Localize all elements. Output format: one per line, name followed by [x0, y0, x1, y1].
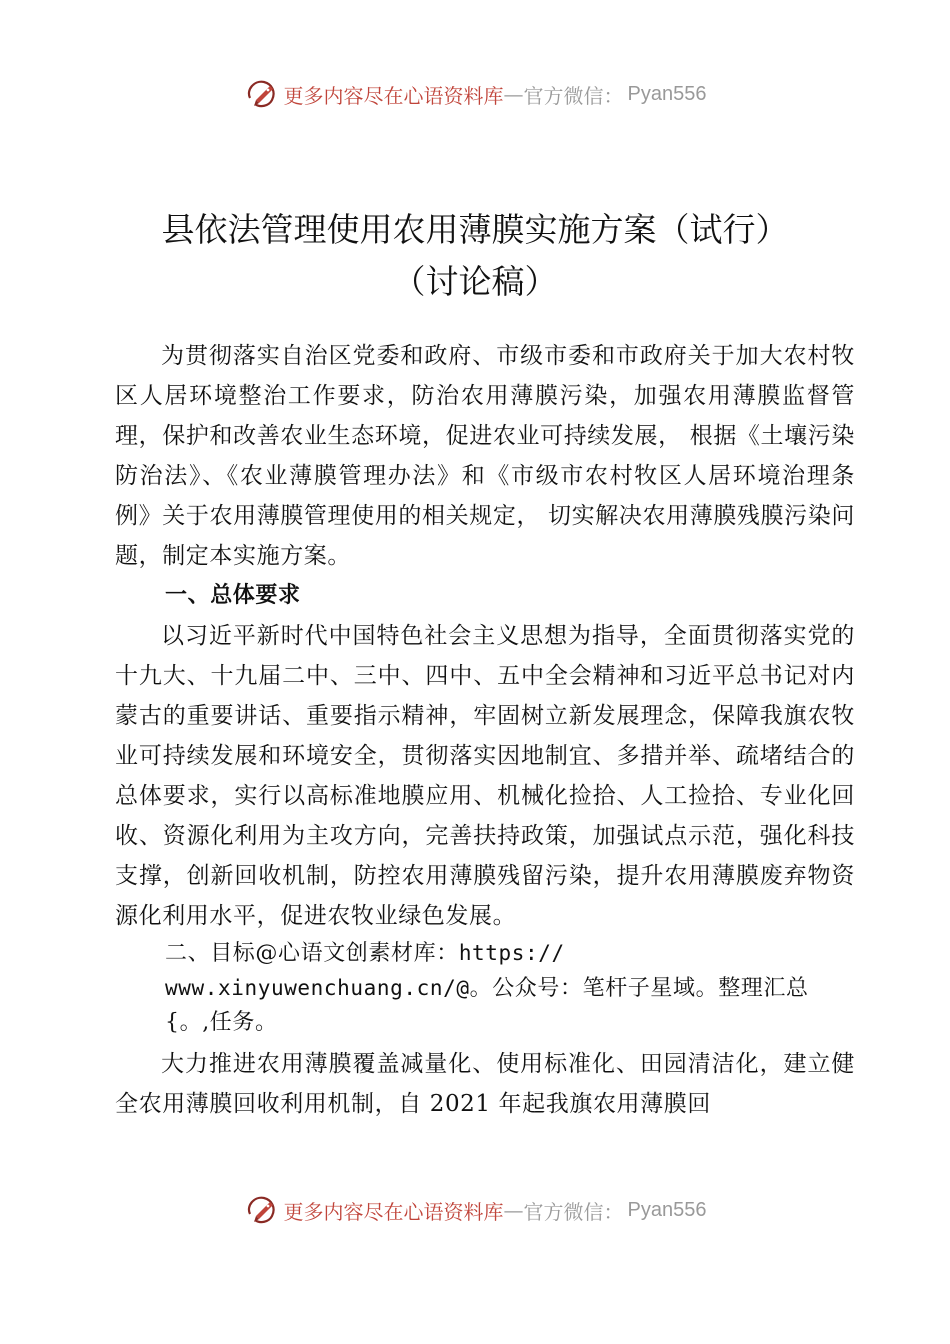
section-heading-2-cont: [115, 971, 855, 1006]
watermark-handle: 官方微信：: [523, 83, 624, 108]
general-requirements-paragraph: 以习近平新时代中国特色社会主义思想为指导，全面贯彻落实党的十九大、十九届二中、三中、四中、五中全会精神和习近平总书记对内蒙古的重要讲话、重要指示精神，牢固树立新发展理念，保障我旗农牧业可持续发展和环境安全，贯彻落实因地制宜、多措并举、疏堵结合的总体要求，实行以高标准地膜应用、机械化捡拾、人工捡拾、专业化回收、资源化利用为主攻方向，完善扶持政策，加强试点示范，强化科技支撑，创新回收机制，防控农用薄膜残留污染，提升农用薄膜废弃物资源化利用水平，促进农牧业绿色发展。: [115, 623, 855, 929]
watermark-text: 更多内容尽在心语资料库: [283, 1199, 504, 1224]
section-heading-2-tail: [115, 1006, 855, 1040]
heading2-url-part1: https://: [458, 941, 565, 965]
watermark-id: Pyan556: [627, 1198, 707, 1221]
heading2-tail: {。,任务。: [165, 1010, 278, 1035]
watermark-text: 更多内容尽在心语资料库: [283, 83, 504, 108]
pen-nib-swirl-logo-icon: [244, 1192, 280, 1228]
heading2-url-part2: www.xinyuwenchuang.cn/@: [165, 976, 470, 1000]
section-heading-1: 一、总体要求: [165, 583, 301, 608]
heading2-rest: 。公众号：笔杆子星域。整理汇总: [469, 976, 809, 1001]
document-title: [0, 204, 950, 308]
watermark-separator: —: [503, 1198, 524, 1222]
watermark-id: Pyan556: [627, 82, 707, 105]
intro-paragraph: 为贯彻落实自治区党委和政府、市级市委和市政府关于加大农村牧区人居环境整治工作要求，防治农用薄膜污染，加强农用薄膜监督管理，保护和改善农业生态环境，促进农业可持续发展， 根据《土壤污染防治法》、《农业薄膜管理办法》和《市级市农村牧区人居环境治理条例》关于农用薄膜管理使用的相关规定， 切实解决农用薄膜残膜污染问题，制定本实施方案。: [115, 343, 855, 569]
heading2-prefix: 二、目标@心语文创素材库：: [165, 941, 459, 966]
title-line-2: （讨论稿）: [392, 262, 558, 301]
watermark-bottom: [0, 1190, 950, 1230]
watermark-separator: —: [503, 82, 524, 106]
watermark-top: [0, 74, 950, 114]
watermark-handle: 官方微信：: [523, 1199, 624, 1224]
pen-nib-swirl-logo-icon: [244, 76, 280, 112]
title-line-1: 县依法管理使用农用薄膜实施方案（试行）: [161, 210, 789, 249]
document-body: [115, 336, 855, 1124]
section-heading-2: [115, 936, 855, 971]
targets-paragraph: 大力推进农用薄膜覆盖减量化、使用标准化、田园清洁化，建立健全农用薄膜回收利用机制，自 2021 年起我旗农用薄膜回: [115, 1051, 855, 1117]
